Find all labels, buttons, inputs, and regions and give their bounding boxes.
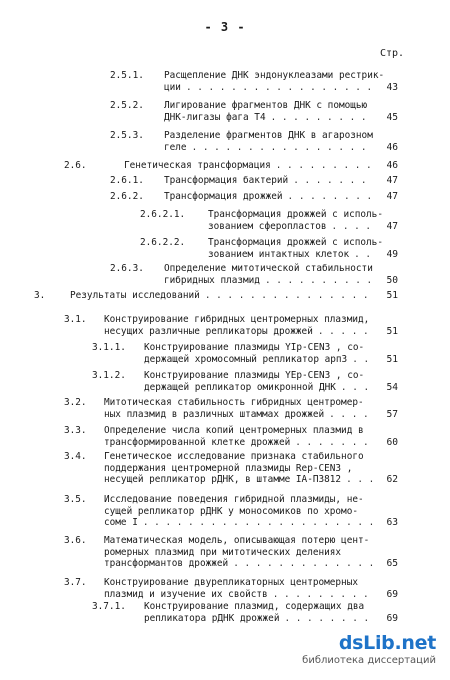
toc-entry-number: 2.5.1. [110,70,144,81]
toc-entry-page: 63 [374,517,398,529]
toc-entry-title-line [208,249,398,261]
toc-entry-page: 47 [374,221,398,233]
toc-entry-title-text: плазмид и изучение их свойств [104,588,268,600]
toc-entry-title-line: Конструирование плазмид, содержащих два [144,601,365,612]
toc-entry-title-text: Генетическая трансформация [124,160,271,171]
toc-entry-title-line [104,517,398,529]
toc-entry-title-line: Конструирование плазмиды YEp-CEN3 , со- [144,370,365,381]
toc-entry-title-text: соме I [104,517,138,528]
toc-entry-number: 2.6. [64,160,87,171]
toc-entry-title-line [208,221,398,233]
toc-entry-title-line: Конструирование гибридных центромерных плазмид, [104,314,370,325]
toc-entry-title-line [144,382,398,394]
toc-entry-number: 3.5. [64,494,87,505]
toc-entry [64,577,398,600]
toc-entry-page: 45 [374,112,398,124]
toc-entry-number: 3.1.1. [92,342,126,353]
watermark [302,632,436,668]
toc-entry-number: 2.6.3. [110,263,144,274]
toc-entry-title-text: геле [164,141,187,153]
toc-entry [64,160,398,172]
toc-entry [110,175,398,187]
toc-entry [110,263,398,286]
toc-entry-title-line [144,354,398,366]
watermark-logo: dsLib.net [338,632,436,654]
toc-entry-page: 57 [374,409,398,421]
toc-entry-number: 2.6.2.1. [140,209,186,220]
toc-entry [64,451,398,486]
toc-entry-title-line [104,589,398,601]
toc-entry-page: 51 [374,290,398,302]
toc-entry-number: 3.2. [64,397,87,408]
toc-entry-title-text: несущих различные репликаторы дрожжей [104,325,313,337]
toc-entry-number: 3.6. [64,535,87,546]
toc-entry-title-line: Разделение фрагментов ДНК в агарозном [164,130,373,141]
toc-entry-title-text: Трансформация бактерий [164,175,289,186]
toc-entry-number: 3.3. [64,425,87,436]
toc-entry-title-text: трансформантов дрожжей [104,558,229,569]
toc-entry [110,70,398,93]
toc-entry [64,494,398,529]
toc-entry-number: 2.6.1. [110,175,144,186]
toc-entry-page: 51 [374,354,398,366]
toc-entry-title-text: держащей хромосомный репликатор арп3 [144,353,348,365]
toc-entry-title-text: несущей репликатор рДНК, в штамме IA-П3812 [104,474,342,485]
toc-entry-number: 3.7.1. [92,601,126,612]
toc-entry-title-line: ромерных плазмид при митотических делениях [104,546,342,558]
toc-entry-title-line [164,191,398,203]
toc-entry-page: 43 [374,82,398,94]
watermark-caption: библиотека диссертаций [302,655,436,666]
toc-entry [92,342,398,365]
toc-entry-title-text: ции [164,81,181,93]
toc-entry-page: 51 [374,326,398,338]
toc-entry-page: 62 [374,474,398,486]
toc-entry-title-text: зованием сферопластов [208,220,327,232]
toc-entry [64,314,398,337]
toc-entry-title-line: Трансформация дрожжей с исполь- [208,209,383,220]
toc-entry-title-text: Трансформация дрожжей [164,191,283,202]
toc-entry-number: 3.7. [64,577,87,588]
toc-entry-title-line: Лигирование фрагментов ДНК с помощью [164,100,368,111]
toc-entry-number: 3.4. [64,451,87,462]
pages-column-label: Стр. [380,48,405,59]
toc-entry-title-text: зованием интактных клеток [208,248,350,260]
toc-entry-title-line: Конструирование плазмиды YIp-CEN3 , со- [144,342,365,353]
toc-entry-title-line: Трансформация дрожжей с исполь- [208,237,383,248]
toc-entry-title-line [144,613,398,625]
toc-entry-title-line [104,474,398,486]
toc-entry-page: 46 [374,160,398,172]
toc-entry-title-line: Математическая модель, описывающая потерю цент- [104,535,370,546]
toc-entry-title-line: Конструирование двурепликаторных центромерных [104,577,358,588]
toc-entry [92,370,398,393]
toc-entry-number: 3.1.2. [92,370,126,381]
toc-entry-page: 65 [374,558,398,570]
toc-entry-title-line: Определение числа копий центромерных плазмид в [104,425,364,436]
toc-entry-title-text: держащей репликатор омикронной ДНК [144,381,336,393]
toc-entry [64,535,398,570]
toc-entry-title-text: Результаты исследований [70,290,200,301]
toc-entry-title-line [124,160,398,172]
toc-entry-number: 3. [34,290,46,301]
toc-entry-title-text: трансформированной клетке дрожжей [104,436,291,448]
toc-entry-page: 50 [374,275,398,287]
toc-entry-page: 47 [374,191,398,203]
toc-entry-page: 46 [374,142,398,154]
toc-entry [92,601,398,624]
toc-entry-page: 69 [374,613,398,625]
toc-entry-page: 69 [374,589,398,601]
toc-entry [140,237,398,260]
toc-entry-number: 2.6.2.2. [140,237,186,248]
toc-entry-title-line: поддержания центромерной плазмиды Rep-CEN3 , [104,462,353,474]
toc-entry-title-line: Исследование поведения гибридной плазмиды, не- [104,494,364,505]
toc-entry [140,209,398,232]
toc-entry-number: 2.5.3. [110,130,144,141]
toc-entry-title-line [104,558,398,570]
toc-entry-title-line: Митотическая стабильность гибридных центромер- [104,397,364,408]
toc-entry-title-line [70,290,398,302]
toc-entry-number: 3.1. [64,314,87,325]
toc-entry-title-text: ных плазмид в различных штаммах дрожжей [104,408,325,420]
toc-entry-title-line [104,437,398,449]
toc-entry-title-text: ДНК-лигазы фага Т4 [164,111,266,123]
toc-entry-title-line: сущей репликатор рДНК у моносомиков по хромо- [104,505,358,517]
toc-entry-title-line [164,142,398,154]
toc-entry [110,100,398,123]
toc-entry-title-line [164,175,398,187]
toc-entry-page: 54 [374,382,398,394]
toc-entry-title-line [104,409,398,421]
toc-entry-title-text: гибридных плазмид [164,274,260,286]
toc-entry-title-line [164,275,398,287]
toc-entry [64,397,398,420]
toc-entry-title-text: репликатора рДНК дрожжей [144,612,280,624]
page-number: - 3 - [204,20,246,34]
toc-entry-page: 47 [374,175,398,187]
toc-entry [64,425,398,448]
toc-entry-title-line: Определение митотической стабильности [164,263,373,274]
toc-entry [110,130,398,153]
toc-entry-title-line [164,112,398,124]
toc-entry [34,290,398,302]
toc-entry-title-line [104,326,398,338]
toc-entry-title-line: Расщепление ДНК эндонуклеазами рестрик- [164,70,385,81]
toc-entry-page: 49 [374,249,398,261]
toc-entry-number: 2.5.2. [110,100,144,111]
toc-entry [110,191,398,203]
toc-entry-page: 60 [374,437,398,449]
toc-entry-title-line [164,82,398,94]
toc-entry-title-line: Генетическое исследование признака стабильного [104,451,364,462]
toc-entry-number: 2.6.2. [110,191,144,202]
